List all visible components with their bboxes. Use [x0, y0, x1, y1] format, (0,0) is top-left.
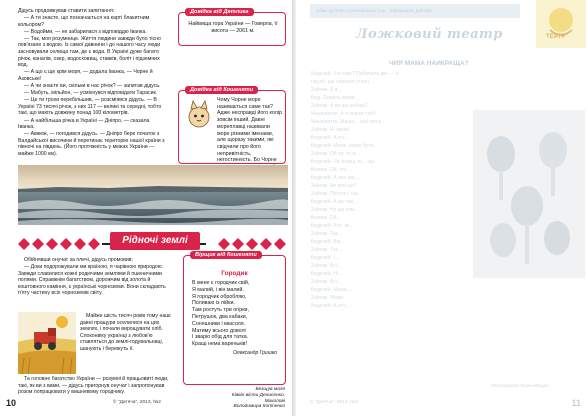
poem-line: Кращі нема вареньків! [192, 341, 247, 348]
play-line: Мишенятко. А я ловлю тобі! [311, 111, 376, 117]
play-line: Ведучий. І... [311, 255, 339, 261]
poem-box [183, 252, 286, 385]
credit-line: Ківвін вісти Денисенко, [231, 392, 285, 398]
play-subtitle: ЧИЯ МАМА НАЙКРАЩА? [389, 60, 469, 67]
play-line: Зайчик. Так... [311, 231, 342, 237]
poem-lines [184, 277, 285, 348]
wheat-field-illustration [18, 312, 76, 374]
logo-text: ТЕАТР [546, 34, 566, 40]
right-page [296, 0, 587, 416]
play-line: Зайчик. Ой ти, то ж... [311, 151, 360, 157]
play-line: Вед. Скажіть мами. [311, 95, 356, 101]
callout-header: Довідка від Дятлика [185, 8, 254, 16]
intro-text [18, 8, 165, 158]
play-line: Ведучий. А про вас... [311, 175, 360, 181]
page-number-right: 11 [571, 398, 581, 408]
body-paragraph: — Доки подорожували ми країною, я чарівною природою. Завжди славилися кожні родючими землями й пшеничними полями. Справжнім багатством, дорожчим від золота й коштовного каміння, є українські чорноземи. Вони складають п'яту частину всіх чорноземів світу. [18, 264, 166, 297]
intro-paragraph: — А чи знаєте ви, скільки в нас річок? — запитав дідусь. [24, 83, 161, 90]
play-line: Ведучий. Може, може бути... [311, 143, 378, 149]
play-line: Ведучий. Хто має? Побачили дві — ні [311, 71, 399, 77]
credit-line: Безщув маля [255, 387, 285, 392]
puppet-spoons-photo [473, 110, 585, 278]
play-line: Зайчик. А ви що робиш? [311, 103, 368, 109]
cat-icon [183, 99, 215, 131]
body-paragraph: Майже шість тисяч років тому наші давні пращури оселилися на цих землях, і почали вирощувати хліб. Споконвіку українці з любов'ю ставляться до землі-годувальниці, шанують і бережуть її. [80, 313, 171, 352]
right-signature: Підготувала Ліана Місюра [491, 383, 549, 388]
play-line: Вовчик. Ой... [311, 215, 341, 221]
play-line: Мишенятко, Миша... такі чесні... [311, 119, 386, 125]
body-paragraph: Обійнявши онучат за плечі, дідусь промовив: [24, 257, 133, 263]
footer-right: © "Дитяча", 2013, №2 [310, 400, 358, 405]
play-line: Зайчик. Всі... [311, 263, 342, 269]
play-line: Ведучий. Ні... [311, 271, 343, 277]
play-line: Ведучий. А ви такі... [311, 199, 358, 205]
intro-paragraph: Дідусь продовжував ставити запитання: [18, 8, 115, 14]
play-line: Ведучий. Мама... [311, 287, 351, 293]
play-line: Ведучий. А я є... [311, 135, 349, 141]
intro-paragraph: — Авжеж, — погодився дідусь. — Дніпро бере початок з Валдайської височини й перетинає територію нашої країни з півночі на південь. (Його протяжність у межах України — майже 1000 км). [18, 131, 165, 157]
intro-paragraph: — Водойми, — не забарилася з відповіддю Іванка. [24, 28, 147, 35]
poem-line: Я малий, і він малий. [192, 286, 244, 293]
play-line: Зайчик. Ви про що? [311, 183, 357, 189]
poem-title: Городик [221, 270, 248, 277]
left-page [0, 0, 293, 416]
play-line: Вовчик. Ой, хто... [311, 167, 351, 173]
intro-paragraph: — Мабуть, мільйон, — усміхнувся відповідати Тарасик. [24, 90, 158, 97]
play-line: Ведучий. А хто... [311, 303, 350, 309]
header-strip-text: Семь дитячих розвивальних ігор · Інформація для вас [316, 8, 432, 13]
fact-callout-mountain [178, 9, 286, 46]
credits [210, 387, 285, 410]
play-line: Зайчик. Всі... [311, 279, 342, 285]
body-text-bottom [18, 376, 178, 396]
footer-left: © "Дитяча", 2013, №2 [113, 400, 161, 405]
play-line: Зайчик. Я також! [311, 127, 350, 133]
poem-line: Матиму всього доволі [192, 327, 246, 334]
section-title: Рідночі землі [110, 232, 200, 250]
banner-title: Ложковий театр [356, 27, 503, 42]
play-line: Зайчик. Ну що там... [311, 207, 359, 213]
poem-line: Петрушок, два кабаки, [192, 313, 248, 320]
fact-callout-black-sea [178, 87, 286, 164]
play-line: Ведучий. Чи знаєш ти... що... [311, 159, 379, 165]
play-text [311, 60, 471, 310]
credit-line: Володимира Коптенко [233, 404, 285, 410]
intro-paragraph: — А ти знаєте, що позначається на карті блакитним кольором? [18, 15, 150, 28]
right-banner [356, 27, 506, 49]
callout-body: Чому Чорне море називається саме так? Адже несправді його колір зовсім інший. Давні мореплавці називали море різними іменами, але щоразу такими, які свідчили про його непривітність, негостинність. Бо Чорне [217, 97, 282, 164]
poem-line: Там ростуть три огірки, [192, 307, 249, 314]
page-number-left: 10 [6, 398, 17, 408]
poem-header: Вірщик від Кошеняти [190, 251, 262, 259]
play-line: Ведучий. Він... [311, 239, 345, 245]
play-line: Зайчик. Мама... [311, 295, 348, 301]
intro-paragraph: — Так, моя розумнице. Життя людини завжди було тісно пов'язане з водою. Із самої давнини і до нашого часу люди засновували селища там, де є вода. В Україні дуже багато річок, каналів, озер, водосховищ, ставків, боліт і підземних вод. [18, 35, 161, 69]
play-line: Зайчик. А я... [311, 87, 342, 93]
sea-photo [18, 165, 288, 225]
callout-body: Найвища гора України — Говерла, її висота — 2061 м. [188, 21, 278, 34]
poem-author: Олександр Гришко [232, 349, 277, 356]
play-line: Зайчик. Так... [311, 247, 342, 253]
body-paragraph: Та головне багатство України — розумні й працьовиті люди, такі, як ви з вами, — дідусь пригорнув онучат і запропонував розом попрацювати у вишневому городчику. [18, 376, 169, 396]
play-line: Ведучий. Хто, як... [311, 223, 354, 229]
play-line: Зайчик. Просто і так... [311, 191, 362, 197]
play-line: нікулії, що нарешті стало... [311, 79, 374, 85]
poem-line: В мене є городчик свій, [192, 280, 250, 286]
poem-line: Поливаю із лійки. [192, 300, 235, 307]
body-text-wrap [80, 313, 178, 353]
callout-header: Довідка від Кошеняти [185, 86, 258, 94]
intro-paragraph: — Це ти трохи перебільшив, — розсміявся дідусь. — В Україні 73 тисячі річок, з них 117 — великі та середні, тобто такі, що мають довжину понад 100 кілометрів. [18, 97, 162, 117]
credit-line: Миколові [264, 398, 285, 404]
intro-paragraph: — А що є ще крім моря, — додала Іванка, — Чорне й Азовське! [18, 69, 153, 82]
poem-line: Я городчик обробляю, [192, 293, 247, 300]
body-text [18, 257, 178, 298]
poem-line: Соняшники і квасоля. [192, 320, 246, 327]
intro-paragraph: — А найбільша річка в Україні — Дніпро, — сказала Іванка. [18, 117, 150, 131]
right-header-strip [310, 4, 520, 18]
poem-line: І зварю обід для татка. [192, 334, 249, 341]
theatre-logo [536, 0, 586, 48]
